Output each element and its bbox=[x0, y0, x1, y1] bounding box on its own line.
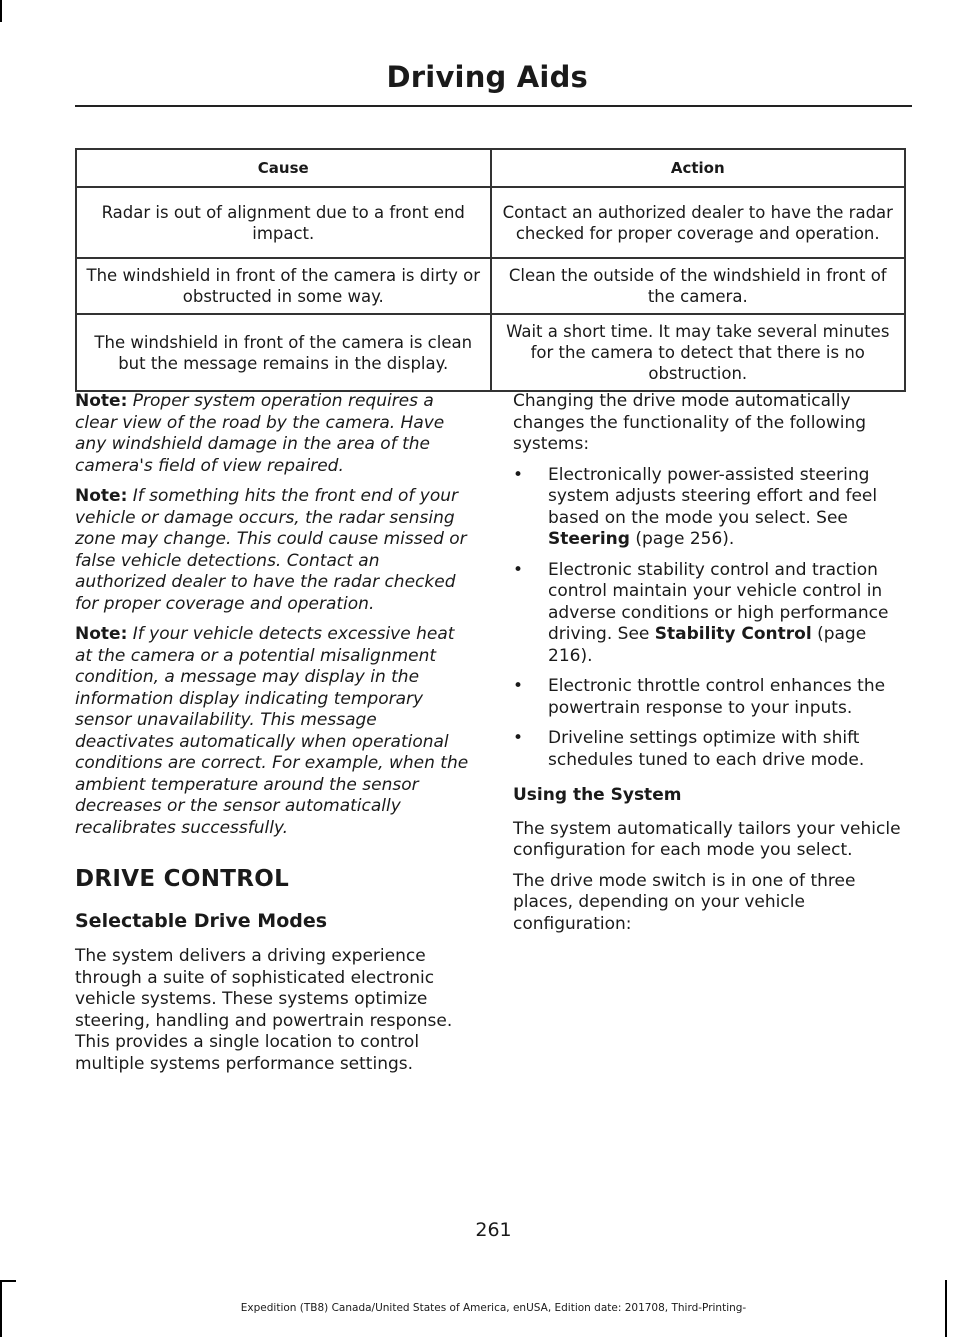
list-item bbox=[513, 676, 908, 719]
note-label: Note: bbox=[75, 624, 128, 644]
cause-action-table bbox=[75, 148, 906, 392]
list-item-text: Electronically power-assisted steering system adjusts steering effort and feel based on the mode you select. See bbox=[548, 464, 878, 528]
note-text: If your vehicle detects excessive heat at the camera or a potential misalignment condition, a message may display in the information display indicating temporary sensor unavailability. This message deactivates automatically when operational conditions are correct. For example, when the ambient temperature around the sensor decreases or the sensor automatically recalibrates successfully. bbox=[75, 624, 469, 838]
table-cell-cause: The windshield in front of the camera is dirty or obstructed in some way. bbox=[76, 258, 491, 314]
bullet: • bbox=[513, 464, 524, 485]
bullet: • bbox=[513, 676, 524, 696]
table-header-action: Action bbox=[491, 149, 906, 187]
page-reference: (page 256). bbox=[629, 529, 735, 549]
list-item-text: Electronic stability control and traction control maintain your vehicle control in adverse conditions or high performance driving. See bbox=[548, 559, 889, 644]
table-row bbox=[76, 258, 905, 314]
footer-text: Expedition (TB8) Canada/United States of America, enUSA, Edition date: 201708, Third-Printing- bbox=[240, 1302, 747, 1314]
using-paragraph: The drive mode switch is in one of three places, depending on your vehicle configuration: bbox=[513, 870, 856, 934]
note bbox=[75, 486, 475, 615]
bullet: • bbox=[513, 559, 524, 580]
left-column bbox=[75, 391, 475, 1084]
table-cell-action: Contact an authorized dealer to have the radar checked for proper coverage and operation. bbox=[491, 187, 906, 258]
using-system-heading: Using the System bbox=[513, 785, 682, 805]
table-cell-action: Wait a short time. It may take several minutes for the camera to detect that there is no obstruction. bbox=[491, 314, 906, 391]
list-item bbox=[513, 465, 908, 551]
list-item bbox=[513, 728, 908, 771]
crop-mark bbox=[0, 1280, 16, 1282]
section-title: DRIVE CONTROL bbox=[75, 866, 290, 892]
page-number: 261 bbox=[475, 1219, 512, 1241]
bullet: • bbox=[513, 728, 524, 748]
list-item-text: Driveline settings optimize with shift schedules tuned to each drive mode. bbox=[548, 728, 865, 770]
using-paragraph: The system automatically tailors your vehicle configuration for each mode you select. bbox=[513, 818, 901, 860]
systems-intro: Changing the drive mode automatically changes the functionality of the following systems: bbox=[513, 391, 867, 454]
right-column bbox=[513, 391, 908, 944]
note bbox=[75, 624, 475, 839]
table-cell-action: Clean the outside of the windshield in front of the camera. bbox=[491, 258, 906, 314]
table-cell-cause: Radar is out of alignment due to a front end impact. bbox=[76, 187, 491, 258]
table-cell-cause: The windshield in front of the camera is clean but the message remains in the display. bbox=[76, 314, 491, 391]
subsection-title: Selectable Drive Modes bbox=[75, 909, 328, 932]
table-header-row bbox=[76, 149, 905, 187]
list-item-text: Electronic throttle control enhances the powertrain response to your inputs. bbox=[548, 676, 886, 718]
systems-list bbox=[513, 465, 908, 772]
note-label: Note: bbox=[75, 391, 128, 411]
note-label: Note: bbox=[75, 486, 128, 506]
table-row bbox=[76, 187, 905, 258]
note-text: Proper system operation requires a clear view of the road by the camera. Have any windshield damage in the area of the camera's field of view repaired. bbox=[75, 391, 445, 476]
note bbox=[75, 391, 475, 477]
crop-mark bbox=[0, 0, 2, 22]
intro-paragraph: The system delivers a driving experience through a suite of sophisticated electronic vehicle systems. These systems optimize steering, handling and powertrain response. This provides a single location to control multiple systems performance settings. bbox=[75, 946, 453, 1074]
page-header-title: Driving Aids bbox=[386, 60, 588, 94]
table-row bbox=[76, 314, 905, 391]
header-rule bbox=[75, 105, 912, 107]
cross-reference-link[interactable]: Stability Control bbox=[654, 624, 812, 644]
table-header-cause: Cause bbox=[76, 149, 491, 187]
cross-reference-link[interactable]: Steering bbox=[548, 529, 630, 549]
page-reference: (page 216). bbox=[548, 624, 867, 666]
note-text: If something hits the front end of your vehicle or damage occurs, the radar sensing zone may change. This could cause missed or false vehicle detections. Contact an authorized dealer to have the radar checked for proper coverage and operation. bbox=[75, 486, 467, 614]
list-item bbox=[513, 560, 908, 668]
